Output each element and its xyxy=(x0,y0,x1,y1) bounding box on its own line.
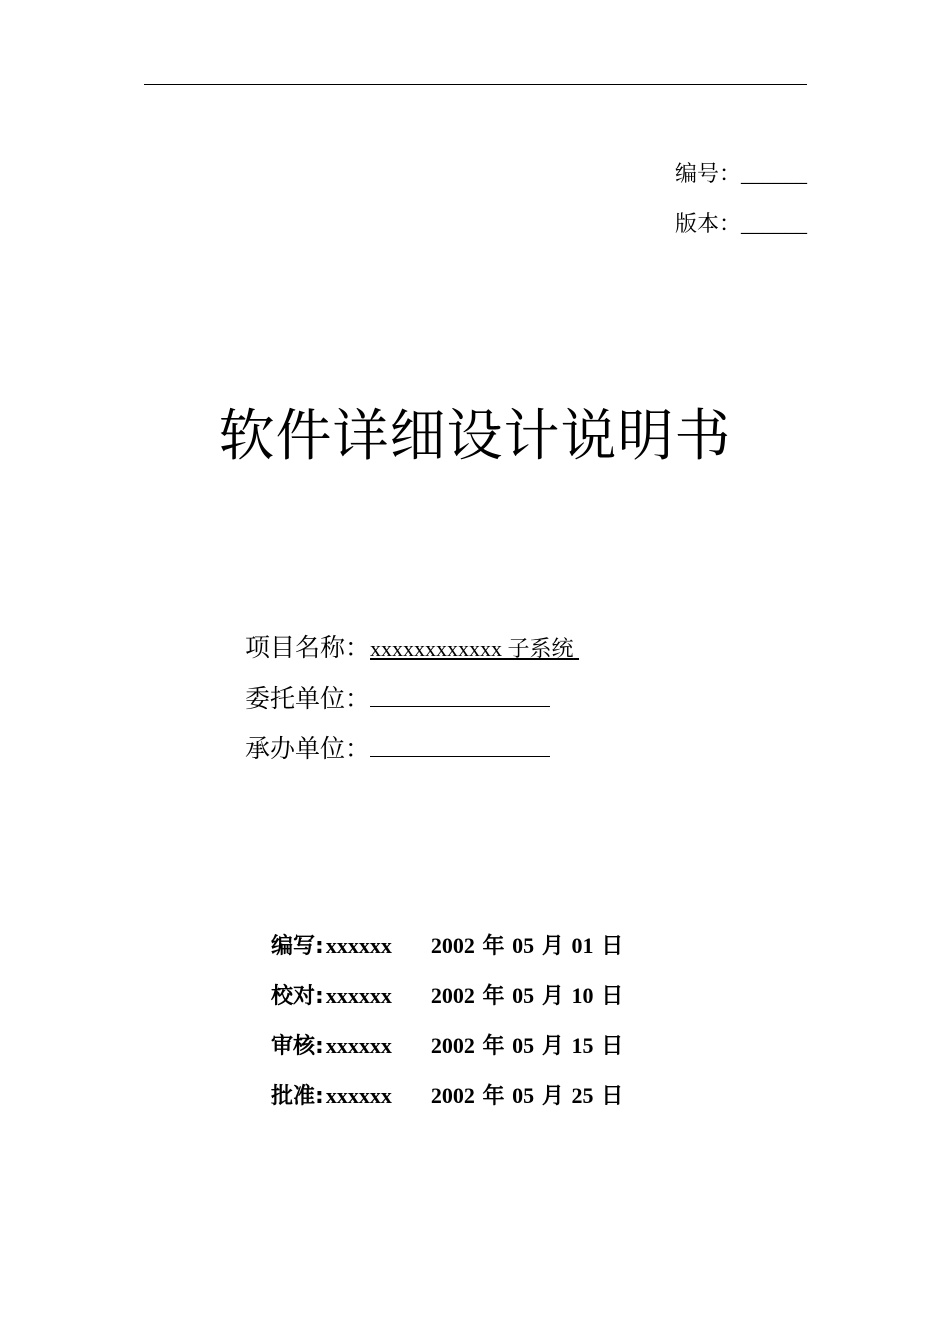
date-year: 2002 xyxy=(430,933,475,958)
date-day: 15 xyxy=(571,1033,594,1058)
contractor-label: 承办单位： xyxy=(245,734,371,763)
signoff-row xyxy=(271,931,623,962)
document-number xyxy=(675,159,807,190)
date-year-unit: 年 xyxy=(482,1034,505,1059)
document-version-label: 版本： xyxy=(674,212,741,237)
signoff-row xyxy=(271,1031,623,1062)
date-month-unit: 月 xyxy=(541,984,564,1009)
client-label: 委托单位： xyxy=(245,684,371,713)
date-year-unit: 年 xyxy=(482,984,505,1009)
document-version-blank: ______ xyxy=(741,211,807,236)
date-day-unit: 日 xyxy=(601,984,624,1009)
header-rule xyxy=(144,84,807,85)
document-number-label: 编号： xyxy=(674,162,741,187)
signoff-role: 批准: xyxy=(271,1084,324,1109)
date-year: 2002 xyxy=(430,1083,475,1108)
document-number-blank: ______ xyxy=(741,161,807,186)
signoff-role: 编写: xyxy=(271,934,324,959)
date-year-unit: 年 xyxy=(482,1084,505,1109)
date-day-unit: 日 xyxy=(601,1034,624,1059)
document-version xyxy=(675,209,807,240)
date-year: 2002 xyxy=(430,1033,475,1058)
date-day-unit: 日 xyxy=(601,934,624,959)
signoff-name: xxxxxx xyxy=(325,1033,392,1058)
date-year: 2002 xyxy=(430,983,475,1008)
date-month: 05 xyxy=(512,933,535,958)
signoff-role: 审核: xyxy=(271,1034,324,1059)
contractor-row xyxy=(245,732,550,765)
project-name-label: 项目名称： xyxy=(245,633,371,662)
project-name-value xyxy=(370,636,579,661)
signoff-name: xxxxxx xyxy=(325,1083,392,1108)
contractor-blank xyxy=(370,732,550,757)
signoff-date xyxy=(431,931,623,962)
date-month: 05 xyxy=(512,983,535,1008)
document-title: 软件详细设计说明书 xyxy=(218,404,732,469)
date-day: 10 xyxy=(571,983,594,1008)
signoff-row xyxy=(271,981,623,1012)
project-name-suffix: 子系统 xyxy=(507,637,574,662)
date-day: 01 xyxy=(571,933,594,958)
date-month: 05 xyxy=(512,1083,535,1108)
signoff-name: xxxxxx xyxy=(325,983,392,1008)
date-month-unit: 月 xyxy=(541,1034,564,1059)
date-month-unit: 月 xyxy=(541,1084,564,1109)
project-name-row xyxy=(245,632,579,666)
signoff-date xyxy=(431,1031,623,1062)
signoff-row xyxy=(271,1081,623,1112)
date-month: 05 xyxy=(512,1033,535,1058)
date-month-unit: 月 xyxy=(541,934,564,959)
signoff-role: 校对: xyxy=(271,984,324,1009)
client-row xyxy=(245,682,550,715)
project-name-text: xxxxxxxxxxxx xyxy=(370,636,503,661)
client-blank xyxy=(370,682,550,707)
date-year-unit: 年 xyxy=(482,934,505,959)
signoff-name: xxxxxx xyxy=(325,933,392,958)
signoff-date xyxy=(431,981,623,1012)
date-day: 25 xyxy=(571,1083,594,1108)
signoff-date xyxy=(431,1081,623,1112)
date-day-unit: 日 xyxy=(601,1084,624,1109)
